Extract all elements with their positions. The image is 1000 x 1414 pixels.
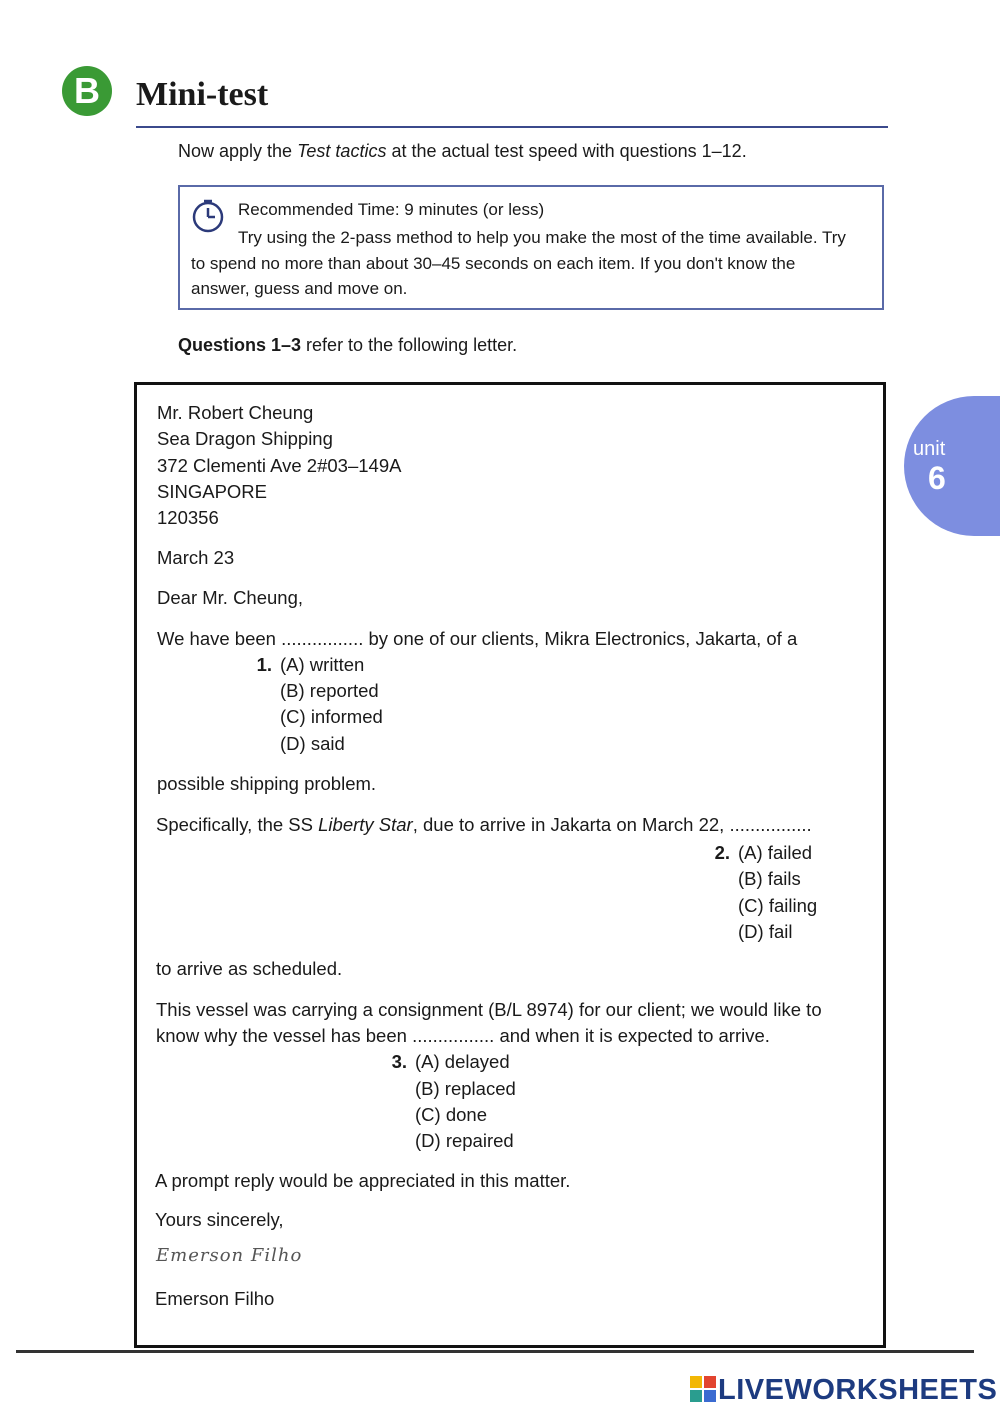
tip-line-3: to spend no more than about 30–45 seconds on each item. If you don't know the xyxy=(191,254,796,273)
closing-line: A prompt reply would be appreciated in this matter. xyxy=(155,1170,571,1191)
question-3-number: 3. xyxy=(391,1051,407,1072)
paragraph-2-before: Specifically, the SS xyxy=(156,814,319,835)
title-rule xyxy=(136,126,888,128)
question-2-option-a[interactable]: (A) failed xyxy=(738,842,813,863)
paragraph-2-after: , due to arrive in Jakarta on March 22, ................ xyxy=(412,814,812,835)
questions-ref-rest: refer to the following letter. xyxy=(301,335,518,355)
intro-before: Now apply the xyxy=(178,141,298,161)
intro-text xyxy=(178,141,747,162)
sign-off: Yours sincerely, xyxy=(155,1209,284,1230)
ship-name: Liberty Star xyxy=(318,814,413,835)
letter-date: March 23 xyxy=(157,547,235,568)
bottom-rule xyxy=(16,1350,974,1353)
unit-tab xyxy=(904,396,1000,536)
address-line: SINGAPORE xyxy=(157,481,267,502)
address-line: 120356 xyxy=(157,507,219,528)
address-line: 372 Clementi Ave 2#03–149A xyxy=(157,455,402,476)
question-3-option-b[interactable]: (B) replaced xyxy=(415,1078,516,1099)
paragraph-3-line-2: know why the vessel has been ................ and when it is expected to arrive. xyxy=(156,1025,770,1046)
question-2-number: 2. xyxy=(714,842,730,863)
letter-salutation: Dear Mr. Cheung, xyxy=(157,587,304,608)
section-badge: B xyxy=(62,66,112,116)
unit-label: unit xyxy=(913,438,946,460)
paragraph-2-end: to arrive as scheduled. xyxy=(156,958,343,979)
signer-name: Emerson Filho xyxy=(155,1288,275,1309)
question-1-number: 1. xyxy=(256,654,272,675)
tip-line-4: answer, guess and move on. xyxy=(191,279,408,298)
handwritten-signature: Emerson Filho xyxy=(156,1245,303,1266)
intro-emphasis: Test tactics xyxy=(297,141,387,161)
address-line: Sea Dragon Shipping xyxy=(157,428,333,449)
tip-line-1: Recommended Time: 9 minutes (or less) xyxy=(238,200,545,219)
questions-range: Questions 1–3 xyxy=(178,335,302,355)
intro-after: at the actual test speed with questions 1–12. xyxy=(386,141,747,161)
paragraph-2 xyxy=(156,814,812,836)
question-1-option-d[interactable]: (D) said xyxy=(280,733,345,754)
question-3-option-a[interactable]: (A) delayed xyxy=(415,1051,510,1072)
paragraph-1: We have been ................ by one of our clients, Mikra Electronics, Jakarta, of a xyxy=(157,628,798,649)
brand-name[interactable]: LIVEWORKSHEETS xyxy=(718,1374,998,1406)
questions-reference xyxy=(178,335,517,356)
liveworksheets-logo-icon xyxy=(690,1376,716,1402)
clock-icon xyxy=(190,198,226,234)
question-1-option-a[interactable]: (A) written xyxy=(280,654,365,675)
unit-number: 6 xyxy=(928,460,946,496)
paragraph-3-line-1: This vessel was carrying a consignment (B/L 8974) for our client; we would like to xyxy=(156,999,822,1020)
question-2-option-b[interactable]: (B) fails xyxy=(738,868,801,889)
question-1-option-c[interactable]: (C) informed xyxy=(280,706,383,727)
question-3-option-c[interactable]: (C) done xyxy=(415,1104,487,1125)
letter-box xyxy=(134,382,886,1348)
question-2-option-d[interactable]: (D) fail xyxy=(738,921,793,942)
question-2-option-c[interactable]: (C) failing xyxy=(738,895,818,916)
question-1-option-b[interactable]: (B) reported xyxy=(280,680,379,701)
paragraph-1-end: possible shipping problem. xyxy=(157,773,377,794)
question-3-option-d[interactable]: (D) repaired xyxy=(415,1130,514,1151)
tip-line-2: Try using the 2-pass method to help you make the most of the time available. Try xyxy=(238,228,846,247)
page-title: Mini-test xyxy=(136,76,269,113)
address-line: Mr. Robert Cheung xyxy=(157,402,314,423)
